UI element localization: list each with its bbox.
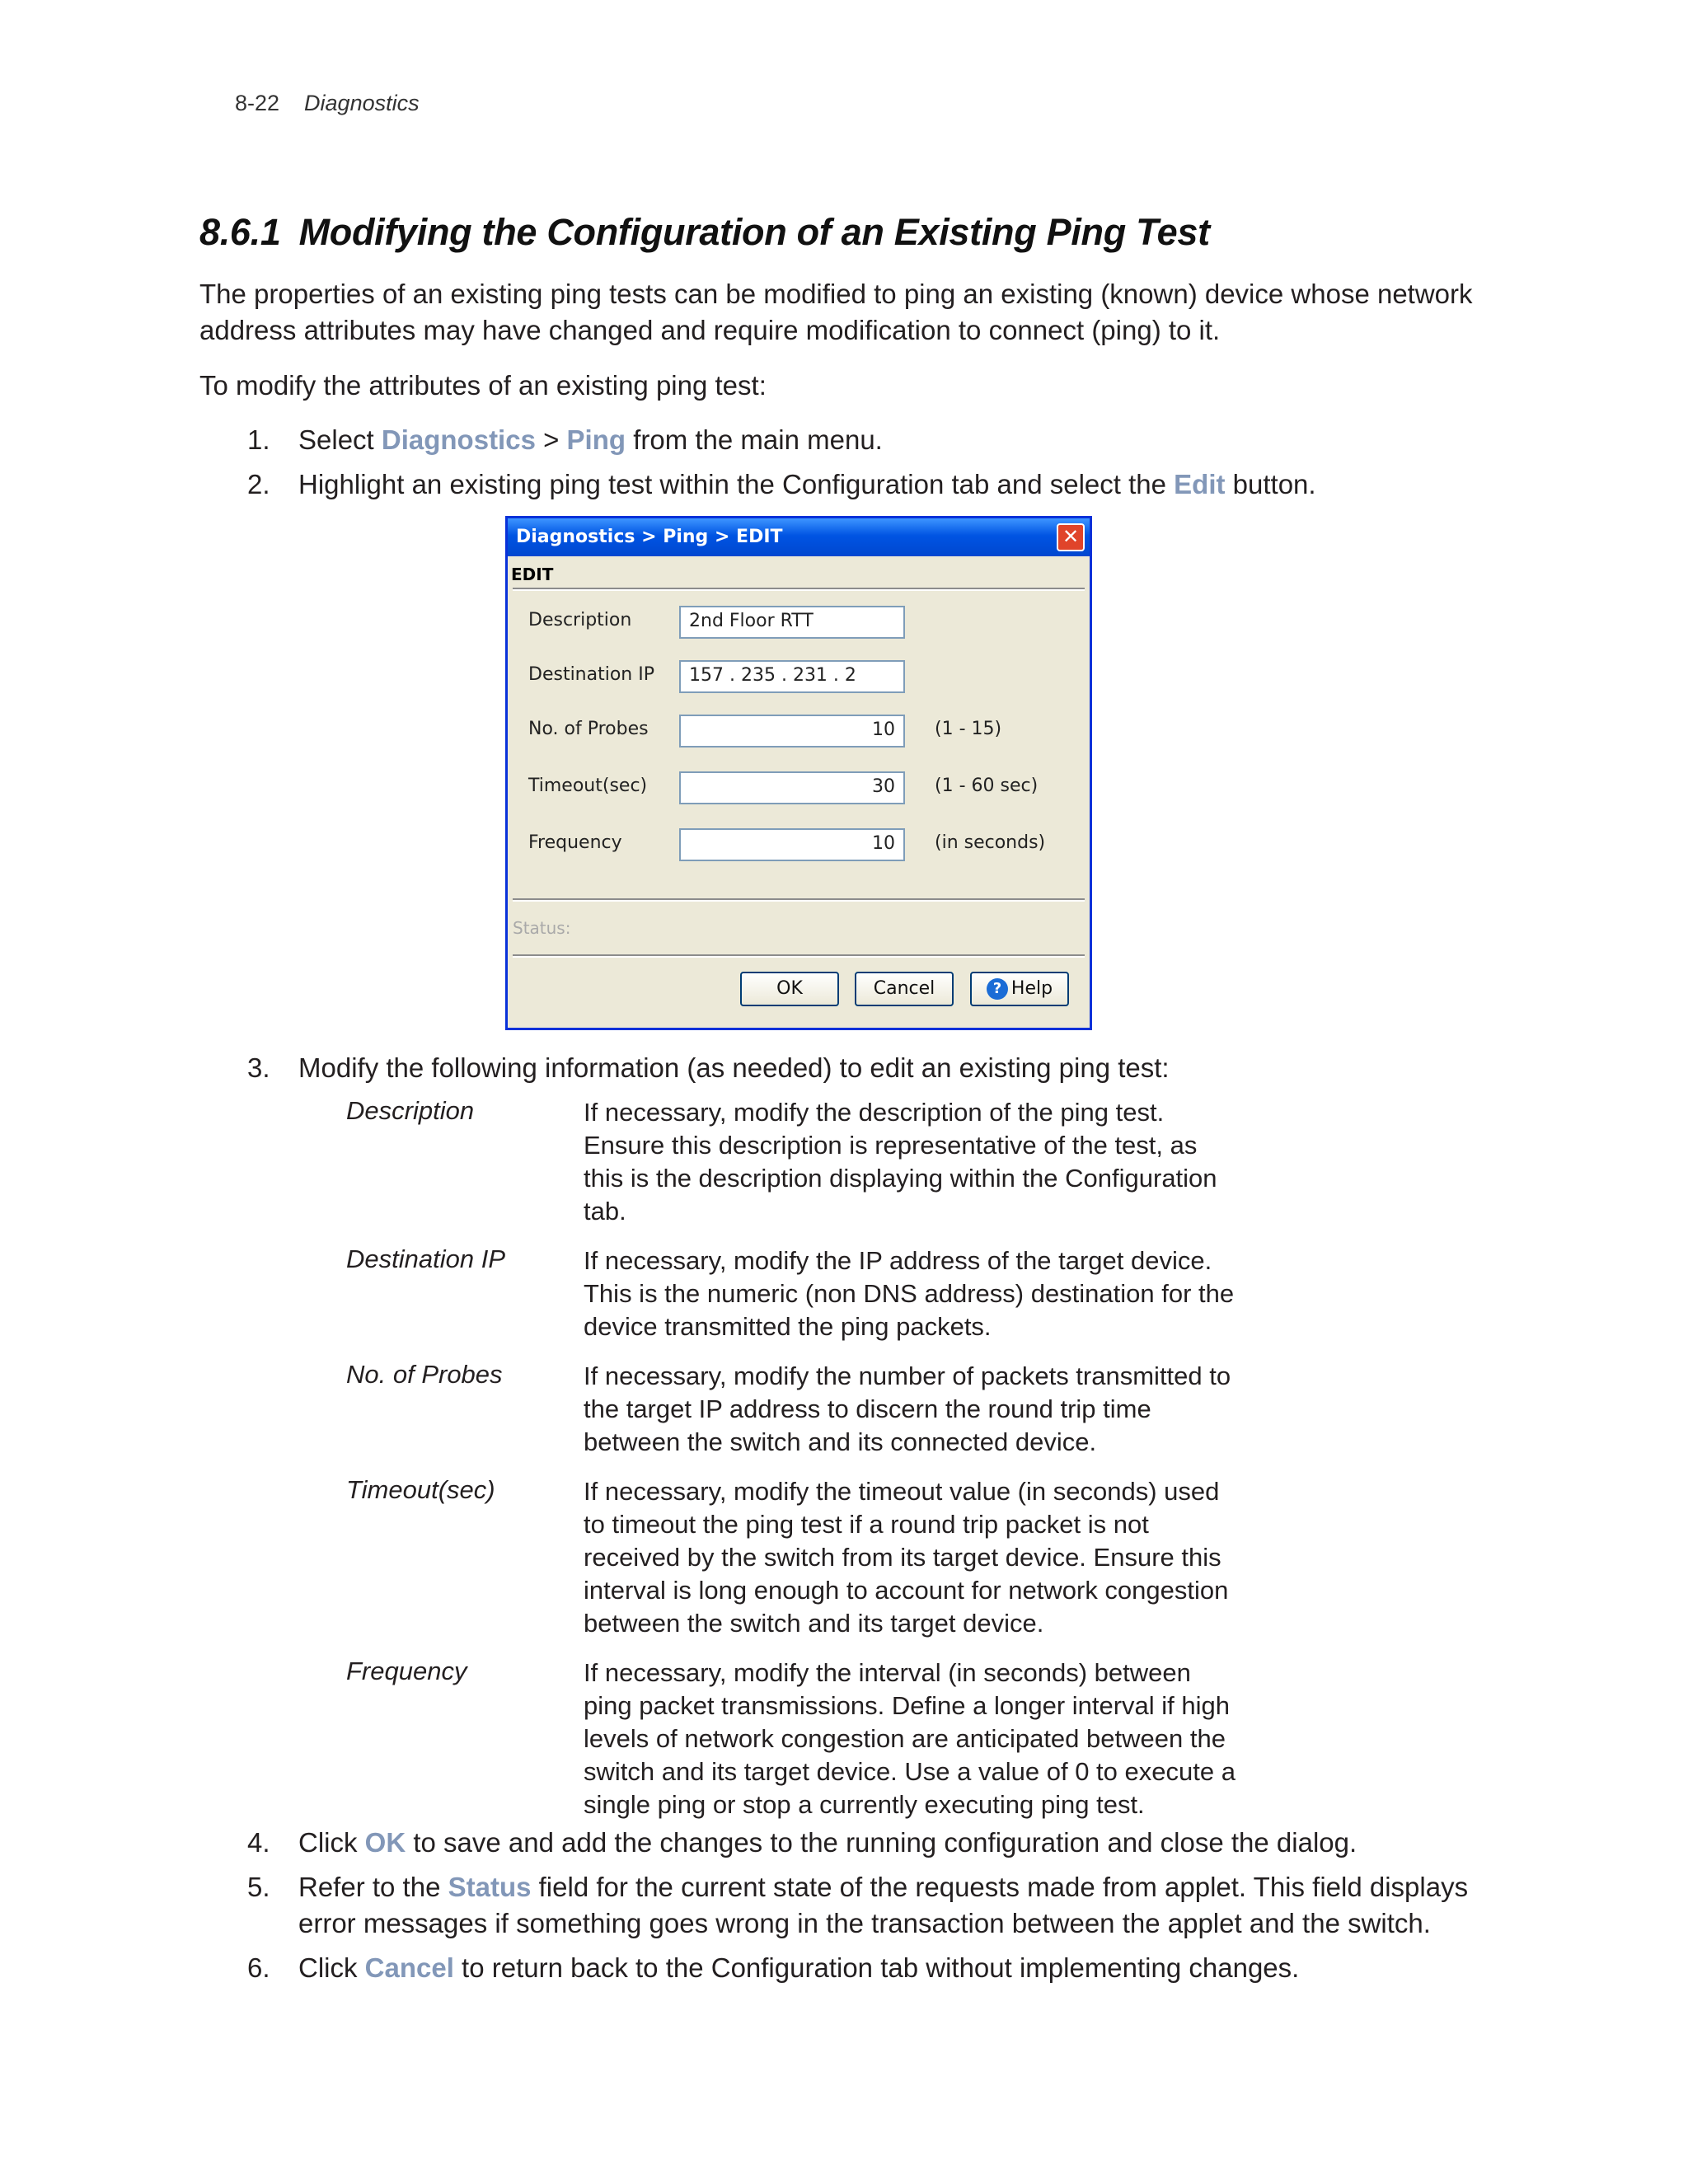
step-text: button. [1225, 469, 1316, 499]
status-label: Status: [513, 918, 571, 938]
dialog-titlebar [508, 518, 1090, 556]
timeout-input[interactable]: 30 [679, 771, 905, 804]
definition-desc: If necessary, modify the number of packets transmitted to the target IP address to discern the round trip time between the switch and its connected device. [584, 1361, 1231, 1456]
frequency-input[interactable]: 10 [679, 828, 905, 861]
timeout-label: Timeout(sec) [528, 776, 648, 796]
page-number: 8-22 [235, 91, 280, 115]
button-keyword-edit: Edit [1174, 469, 1226, 499]
step-text: Modify the following information (as needed) to edit an existing ping test: [298, 1052, 1170, 1083]
timeout-range-hint: (1 - 60 sec) [935, 776, 1039, 796]
lead-paragraph: To modify the attributes of an existing ping test: [199, 370, 767, 401]
definition-desc: If necessary, modify the IP address of the target device. This is the numeric (non DNS address) destination for the device transmitted the ping packets. [584, 1246, 1235, 1341]
help-icon: ? [987, 978, 1008, 1000]
step-text: Click [298, 1952, 365, 1983]
help-button-label: Help [1010, 978, 1053, 999]
definition-item [346, 1244, 1335, 1343]
destination-ip-label: Destination IP [528, 664, 654, 685]
definition-desc: If necessary, modify the description of the ping test. Ensure this description is representative of the test, as this is the description displaying within the Configuration tab. [584, 1098, 1217, 1226]
close-icon[interactable]: ✕ [1057, 523, 1085, 551]
step-number: 1. [247, 424, 270, 455]
step-text: Select [298, 424, 382, 455]
definition-term: Destination IP [346, 1244, 505, 1273]
description-input[interactable]: 2nd Floor RTT [679, 606, 905, 639]
field-definitions [346, 1096, 1335, 1838]
section-number: 8.6.1 [199, 211, 281, 253]
step-text: > [535, 424, 567, 455]
definition-desc: If necessary, modify the timeout value (in seconds) used to timeout the ping test if a round trip packet is not received by the switch from its target device. Ensure this interval is long enough to account for network congestion between the switch and its target device. [584, 1477, 1229, 1638]
ping-edit-dialog [505, 516, 1092, 1030]
probes-range-hint: (1 - 15) [935, 719, 1002, 739]
step-text: Refer to the [298, 1872, 448, 1902]
menu-keyword-ping: Ping [566, 424, 626, 455]
intro-paragraph: The properties of an existing ping tests can be modified to ping an existing (known) device whose network address attributes may have changed and require modification to connect (ping) to it. [199, 279, 1473, 345]
frequency-label: Frequency [528, 832, 622, 853]
definition-item [346, 1657, 1335, 1821]
step-text: Click [298, 1827, 365, 1858]
definition-item [346, 1475, 1335, 1640]
definition-desc: If necessary, modify the interval (in seconds) between ping packet transmissions. Define a longer interval if high levels of network congestion are anticipated between the switch and its target device. Use a value of 0 to execute a single ping or stop a currently executing ping test. [584, 1658, 1236, 1819]
step-number: 6. [247, 1952, 270, 1983]
probes-input[interactable]: 10 [679, 715, 905, 748]
definition-term: Frequency [346, 1657, 467, 1685]
section-title-text: Modifying the Configuration of an Existing Ping Test [298, 211, 1210, 253]
step-text: field for the current state of the requests made from applet. This field displays error messages if something goes wrong in the transaction between the applet and the switch. [298, 1872, 1469, 1938]
definition-term: Description [346, 1096, 475, 1125]
button-keyword-ok: OK [364, 1827, 406, 1858]
definition-item [346, 1096, 1335, 1228]
frequency-unit-hint: (in seconds) [935, 832, 1046, 853]
group-label: EDIT [511, 565, 554, 584]
step-number: 3. [247, 1052, 270, 1083]
step-number: 2. [247, 469, 270, 499]
step-number: 5. [247, 1872, 270, 1902]
cancel-button[interactable]: Cancel [855, 972, 954, 1006]
step-text: to save and add the changes to the running configuration and close the dialog. [406, 1827, 1357, 1858]
button-keyword-cancel: Cancel [364, 1952, 454, 1983]
status-divider-bottom [513, 954, 1085, 958]
running-header [235, 91, 420, 116]
step-text: to return back to the Configuration tab without implementing changes. [453, 1952, 1300, 1983]
step-text: Highlight an existing ping test within the Configuration tab and select the [298, 469, 1175, 499]
group-divider [513, 588, 1085, 591]
ok-button[interactable]: OK [740, 972, 839, 1006]
step-text: from the main menu. [626, 424, 883, 455]
status-divider-top [513, 898, 1085, 902]
definition-item [346, 1360, 1335, 1459]
dialog-title: Diagnostics > Ping > EDIT [516, 527, 783, 547]
step-number: 4. [247, 1827, 270, 1858]
definition-term: No. of Probes [346, 1360, 503, 1389]
destination-ip-input[interactable]: 157 . 235 . 231 . 2 [679, 660, 905, 693]
header-section: Diagnostics [304, 91, 420, 115]
section-title [199, 211, 1210, 254]
menu-keyword-diagnostics: Diagnostics [381, 424, 536, 455]
field-keyword-status: Status [448, 1872, 532, 1902]
help-button[interactable] [970, 972, 1069, 1006]
definition-term: Timeout(sec) [346, 1475, 495, 1504]
probes-label: No. of Probes [528, 719, 649, 739]
description-label: Description [528, 610, 632, 630]
